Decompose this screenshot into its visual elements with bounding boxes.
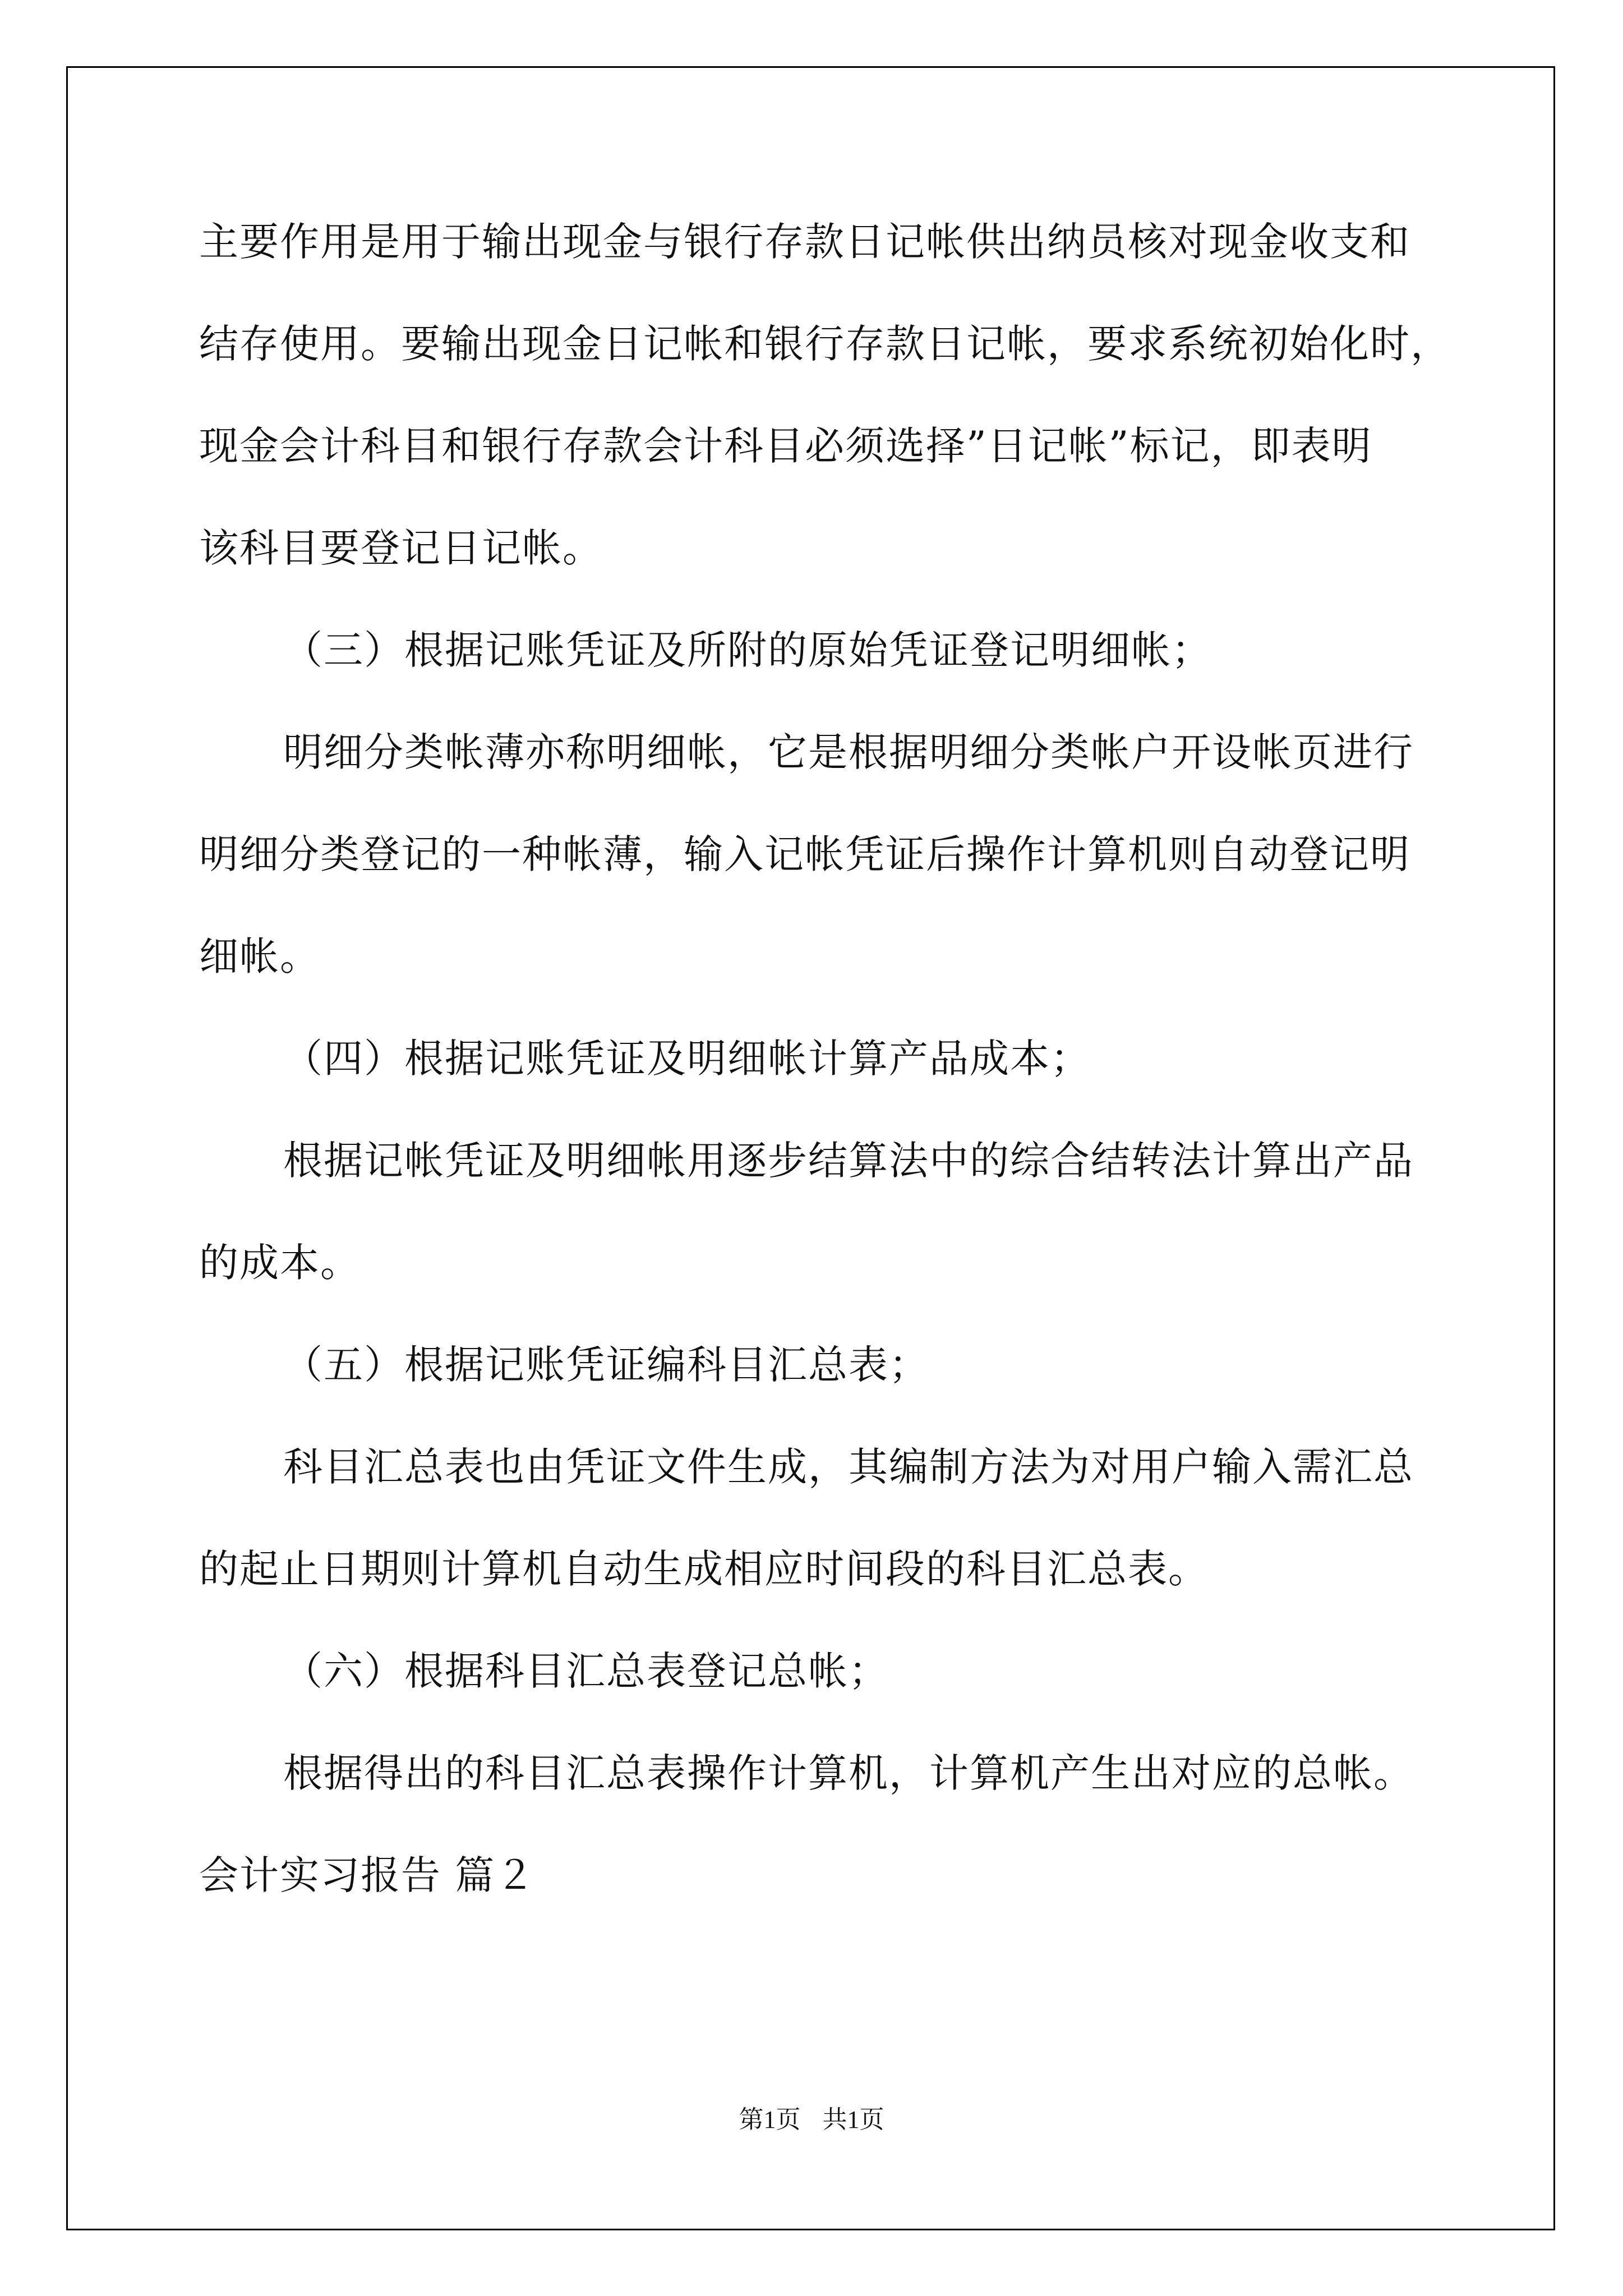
report-title: 会计实习报告 篇２ [199, 1852, 536, 1898]
section-heading: （六）根据科目汇总表登记总帐； [283, 1648, 889, 1694]
text-line: 主要作用是用于输出现金与银行存款日记帐供出纳员核对现金收支和 [199, 219, 1410, 265]
page-total: 共1页 [822, 2106, 884, 2133]
text-line: 科目汇总表也由凭证文件生成，其编制方法为对用户输入需汇总 [283, 1444, 1414, 1490]
text-line: 明细分类登记的一种帐薄，输入记帐凭证后操作计算机则自动登记明 [199, 831, 1410, 877]
text-line: 根据记帐凭证及明细帐用逐步结算法中的综合结转法计算出产品 [283, 1138, 1414, 1184]
text-line: 明细分类帐薄亦称明细帐，它是根据明细分类帐户开设帐页进行 [283, 729, 1414, 775]
text-line: 的起止日期则计算机自动生成相应时间段的科目汇总表。 [199, 1546, 1209, 1592]
text-line: 细帐。 [199, 933, 320, 979]
page-footer [0, 2099, 1623, 2135]
text-line: 该科目要登记日记帐。 [199, 525, 603, 571]
section-heading: （三）根据记账凭证及所附的原始凭证登记明细帐； [283, 627, 1212, 673]
text-line: 结存使用。要输出现金日记帐和银行存款日记帐，要求系统初始化时， [199, 321, 1451, 367]
text-line: 现金会计科目和银行存款会计科目必须选择”日记帐”标记，即表明 [199, 423, 1372, 469]
section-heading: （四）根据记账凭证及明细帐计算产品成本； [283, 1036, 1091, 1082]
text-line: 的成本。 [199, 1240, 361, 1286]
text-line: 根据得出的科目汇总表操作计算机，计算机产生出对应的总帐。 [283, 1750, 1414, 1796]
page-number: 第1页 [739, 2106, 801, 2133]
section-heading: （五）根据记账凭证编科目汇总表； [283, 1342, 929, 1388]
